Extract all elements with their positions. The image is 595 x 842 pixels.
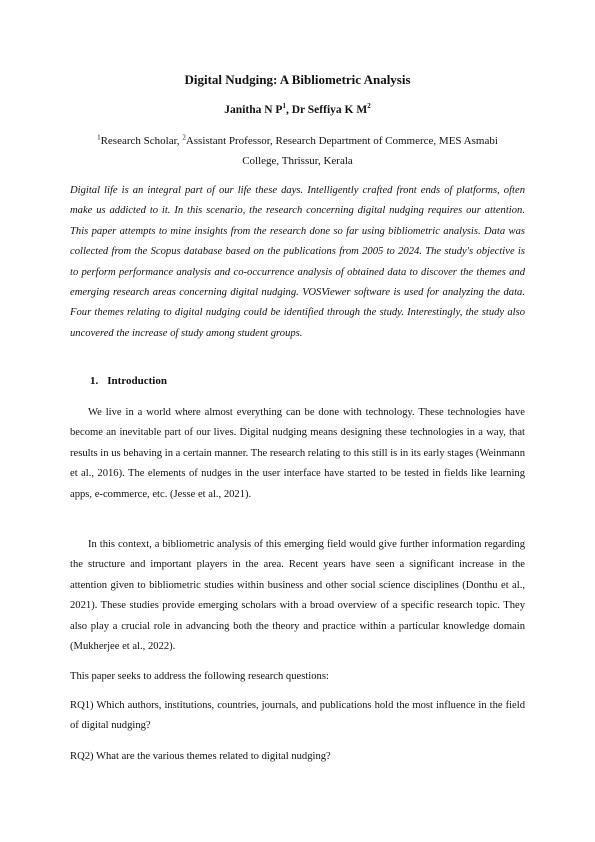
affiliation-superscript-1: 1: [97, 133, 101, 142]
section-number: 1.: [90, 375, 99, 387]
affiliation-line-1: [70, 131, 525, 151]
affiliation-role-1: Research Scholar,: [100, 135, 183, 147]
affiliation-role-2: Assistant Professor, Research Department of Commerce, MES Asmabi: [185, 135, 498, 147]
affiliation: [70, 131, 525, 171]
body-paragraph: This paper seeks to address the following research questions:: [70, 671, 329, 682]
author-1-superscript: 1: [282, 102, 286, 111]
author-2-superscript: 2: [367, 102, 371, 111]
body-paragraph: In this context, a bibliometric analysis of this emerging field would give further information regarding the structure and important players in the area. Recent years have seen a significant increase in the attention given to bibliometric studies within business and other social science disciplines (Donthu et al., 2021). These studies provide emerging scholars with a broad overview of a specific research topic. They also play a crucial role in advancing both the theory and practice within a particular knowledge domain (Mukherjee et al., 2022).: [70, 539, 525, 653]
section-heading-introduction: [90, 375, 167, 387]
author-1-name: Janitha N P: [224, 104, 283, 116]
paper-title: Digital Nudging: A Bibliometric Analysis: [184, 72, 411, 87]
section-title: Introduction: [107, 375, 167, 387]
research-question-2: RQ2) What are the various themes related to digital nudging?: [70, 751, 331, 762]
affiliation-line-2: College, Thrissur, Kerala: [242, 155, 353, 167]
research-question-1: RQ1) Which authors, institutions, countries, journals, and publications hold the most influence in the field of digital nudging?: [70, 700, 525, 732]
affiliation-superscript-2: 2: [182, 133, 186, 142]
author-2-name: Dr Seffiya K M: [291, 104, 368, 116]
author-line: [70, 104, 525, 116]
body-paragraph: We live in a world where almost everything can be done with technology. These technologies have become an inevitable part of our lives. Digital nudging means designing these technologies in a way, that results in us behaving in a certain manner. The research relating to this still is in its early stages (Weinmann et al., 2016). The elements of nudges in the user interface have started to be tested in fields like learning apps, e-commerce, etc. (Jesse et al., 2021).: [70, 407, 525, 500]
author-separator: ,: [285, 104, 292, 116]
abstract: Digital life is an integral part of our life these days. Intelligently crafted front ends of platforms, often make us addicted to it. In this scenario, the research concerning digital nudging requires our attention. This paper attempts to mine insights from the research done so far using bibliometric analysis. Data was collected from the Scopus database based on the publications from 2005 to 2024. The study's objective is to perform performance analysis and co-occurrence analysis of obtained data to discover the themes and emerging research areas concerning digital nudging. VOSViewer software is used for analyzing the data. Four themes relating to digital nudging could be identified through the study. Interestingly, the study also uncovered the increase of study among student groups.: [70, 185, 525, 339]
